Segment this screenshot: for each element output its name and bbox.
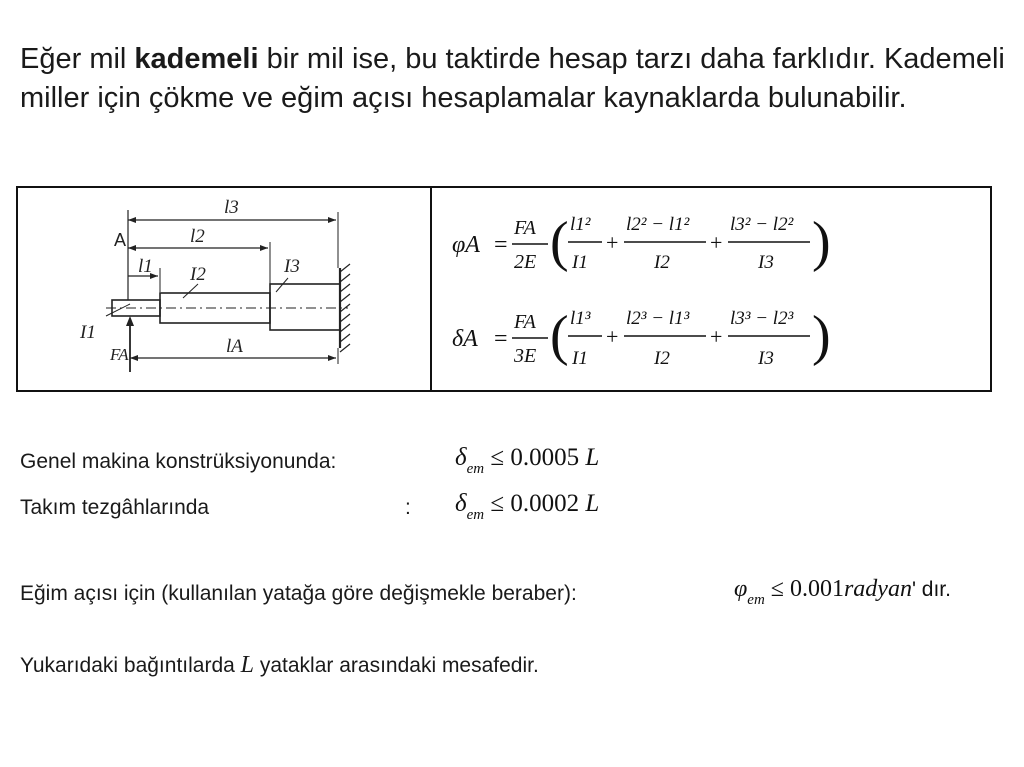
limit-machine-tools-colon: : — [405, 496, 411, 519]
label-i1: I1 — [80, 322, 96, 343]
phi-t3-den: I3 — [758, 252, 774, 273]
label-a: A — [114, 230, 127, 250]
svg-text:+: + — [710, 324, 723, 349]
slope-sub: em — [747, 592, 765, 608]
label-l3: l3 — [224, 197, 239, 218]
svg-text:+: + — [606, 230, 619, 255]
phi-paren-open: ( — [550, 211, 569, 273]
figure-frame — [16, 186, 992, 392]
slope-label: Eğim açısı için (kullanılan yatağa göre değişmekle beraber): — [20, 582, 577, 605]
limit-general-sym: δ — [455, 444, 467, 471]
limit-machine-tools-sub: em — [466, 507, 485, 523]
stepped-shaft-diagram — [18, 188, 428, 390]
limit-row-general — [20, 450, 336, 474]
delta-t2-num: l2³ − l1³ — [626, 308, 690, 329]
limit-row-machine-tools — [20, 496, 209, 520]
delta-paren-open: ( — [550, 305, 569, 367]
delta-paren-close: ) — [812, 305, 831, 367]
intro-paragraph — [20, 40, 1010, 118]
limit-machine-tools-sym: δ — [455, 490, 467, 517]
note-row — [20, 652, 539, 679]
limit-general-label: Genel makina konstrüksiyonunda: — [20, 450, 337, 473]
phi-t3-num: l3² − l2² — [730, 214, 794, 235]
delta-coef-num: FA — [514, 311, 536, 333]
delta-t3-den: I3 — [758, 348, 774, 369]
slope-suffix: ' dır. — [911, 578, 951, 601]
label-i3: I3 — [284, 256, 300, 277]
note-text-2: yataklar arasındaki mesafedir. — [254, 654, 539, 677]
leader-i1 — [106, 304, 130, 316]
delta-t1-den: I1 — [572, 348, 588, 369]
limit-machine-tools-var: L — [585, 490, 600, 517]
phi-lhs: φA — [452, 232, 480, 258]
limit-general-var: L — [585, 444, 600, 471]
note-var-l: L — [240, 652, 255, 678]
note-text-1: Yukarıdaki bağıntılarda — [20, 654, 241, 677]
intro-bold-kademeli: kademeli — [134, 43, 259, 75]
svg-text:+: + — [710, 230, 723, 255]
slope-unit: radyan — [843, 576, 912, 602]
intro-text-1: Eğer mil — [20, 43, 135, 75]
delta-t3-num: l3³ − l2³ — [730, 308, 794, 329]
label-la: lA — [226, 336, 243, 357]
limit-general-formula — [455, 444, 600, 477]
leader-i3 — [276, 278, 288, 292]
label-l1: l1 — [138, 256, 153, 277]
delta-t2-den: I2 — [654, 348, 670, 369]
formula-delta — [452, 305, 831, 369]
delta-t1-num: l1³ — [570, 308, 591, 329]
phi-t2-den: I2 — [654, 252, 670, 273]
slope-row — [20, 582, 577, 606]
slope-rel: ≤ 0.001 — [770, 576, 844, 602]
label-fa: FA — [110, 345, 129, 364]
phi-coef-num: FA — [514, 217, 536, 239]
limit-general-rel: ≤ 0.0005 — [490, 444, 580, 471]
phi-coef-den: 2E — [514, 251, 537, 273]
svg-text:=: = — [494, 232, 508, 258]
label-l2: l2 — [190, 226, 205, 247]
phi-t2-num: l2² − l1² — [626, 214, 690, 235]
phi-t1-num: l1² — [570, 214, 591, 235]
delta-coef-den: 3E — [514, 345, 537, 367]
slope-sym: φ — [734, 576, 748, 602]
limit-machine-tools-label: Takım tezgâhlarında — [20, 496, 210, 519]
svg-text:+: + — [606, 324, 619, 349]
phi-paren-close: ) — [812, 211, 831, 273]
slope-formula — [734, 576, 951, 608]
intro-text-2: bir mil ise, bu taktirde hesap tarzı daha farklıdır. Kademeli miller için çökme ve eğim açısı hesaplamalar kaynaklarda bulunabilir. — [20, 43, 1005, 114]
delta-lhs: δA — [452, 326, 478, 352]
formula-phi — [452, 211, 831, 273]
phi-t1-den: I1 — [572, 252, 588, 273]
limit-machine-tools-formula — [455, 490, 600, 523]
label-i2: I2 — [190, 264, 206, 285]
limit-machine-tools-rel: ≤ 0.0002 — [490, 490, 580, 517]
shaft-step-3 — [270, 284, 340, 330]
formula-panel — [432, 188, 988, 390]
leader-i2 — [183, 284, 198, 298]
limit-general-sub: em — [466, 461, 485, 477]
svg-text:=: = — [494, 326, 508, 352]
